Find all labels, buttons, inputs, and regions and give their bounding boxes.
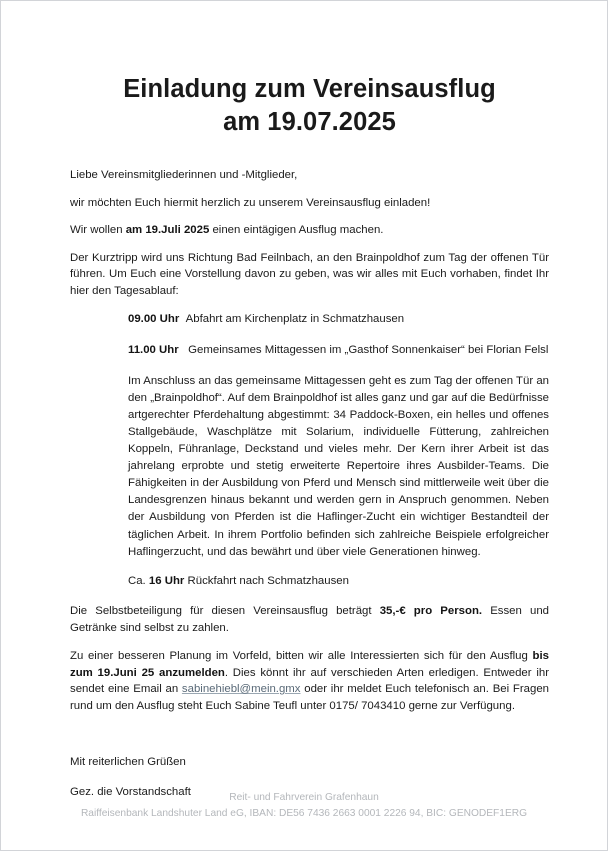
contact-email-link[interactable]: sabinehiebl@mein.gmx	[181, 683, 301, 696]
cost-amount: 35,-€ pro Person.	[379, 605, 483, 618]
cost-suffix: Essen und Getränke sind selbst zu zahlen.	[70, 605, 549, 634]
trip-date-bold: am 19.Juli 2025	[125, 224, 210, 237]
footer-club-name: Reit- und Fahrverein Grafenhaun	[229, 792, 379, 804]
cost-prefix: Die Selbstbeteiligung für diesen Vereinsausflug beträgt	[70, 605, 380, 618]
registration-paragraph	[70, 648, 549, 714]
return-trip-prefix: Ca.	[128, 574, 149, 587]
page-content	[1, 1, 607, 850]
schedule-list	[70, 311, 549, 358]
return-trip-suffix: Rückfahrt nach Schmatzhausen	[184, 574, 349, 587]
farm-description-paragraph: Im Anschluss an das gemeinsame Mittagessen geht es zum Tag der offenen Tür an den „Brainpoldhof“. Auf dem Brainpoldhof ist alles ganz und gar auf die Bedürfnisse artgerechter Pferdehaltung abgestimmt: 34 Paddock-Boxen, ein helles und offenes Stallgebäude, Waschplätze mit Solarium, individuelle Fütterung, zahlreichen Koppeln, Führanlage, Deckstand und vieles mehr. Der Kern ihrer Arbeit ist das jahrelang erprobte und stetig erweiterte Repertoire ihres Ausbilder-Teams. Die Fähigkeiten in der Ausbildung von Pferd und Mensch sind mittlerweile weit über die Landesgrenzen hinaus bekannt und werden gern in Anspruch genommen. Neben der Ausbildung von Pferden ist die Haflinger-Zucht ein wichtiger Bestandteil der täglichen Arbeit. In ihrem Portfolio befinden sich zahlreiche Beispiele erfolgreicher Haflingerzucht, und das bewährt und über viele Generationen hinweg.	[128, 374, 549, 558]
schedule-item-1	[128, 311, 549, 328]
trip-description-paragraph: Der Kurztripp wird uns Richtung Bad Feilnbach, an den Brainpoldhof zum Tag der offenen Tür führen. Um Euch eine Vorstellung davon zu geben, was wir alles mit Euch vorhaben, findet Ihr hier den Tagesablauf:	[70, 251, 549, 297]
return-trip-block	[70, 573, 549, 590]
schedule-time-1: 09.00 Uhr	[128, 313, 180, 326]
footer-bank-details: Raiffeisenbank Landshuter Land eG, IBAN: DE56 7436 2663 0001 2226 94, BIC: GENODEF1ERG	[80, 808, 528, 820]
schedule-item-2	[128, 342, 549, 359]
page-title	[70, 73, 549, 139]
registration-part-3: oder ihr meldet Euch telefonisch an. Bei Fragen rund um den Ausflug steht Euch Sabine Teufl unter 0175/ 7043410 gerne zur Verfügung.	[70, 683, 549, 712]
page-footer	[1, 790, 607, 822]
return-trip-time: 16 Uhr	[148, 574, 185, 587]
schedule-description-2: Gemeinsames Mittagessen im „Gasthof Sonnenkaiser“ bei Florian Felsl	[188, 344, 549, 356]
salutation: Liebe Vereinsmitgliederinnen und -Mitglieder,	[70, 169, 298, 182]
schedule-description-1: Abfahrt am Kirchenplatz in Schmatzhausen	[185, 313, 405, 326]
intro-paragraph: wir möchten Euch hiermit herzlich zu unserem Vereinsausflug einladen!	[70, 196, 431, 209]
registration-part-1: Zu einer besseren Planung im Vorfeld, bitten wir alle Interessierten sich für den Ausflug	[70, 650, 533, 663]
closing-greeting: Mit reiterlichen Grüßen	[70, 756, 186, 769]
cost-paragraph	[70, 603, 549, 636]
title-line-1: Einladung zum Vereinsausflug	[123, 75, 496, 103]
registration-part-2: . Dies könnt ihr auf verschieden Arten erledigen. Entweder ihr sendet eine Email an	[70, 666, 549, 696]
title-line-2: am 19.07.2025	[223, 108, 396, 137]
schedule-time-2: 11.00 Uhr	[128, 344, 179, 356]
return-trip-item	[128, 573, 549, 590]
registration-deadline: bis zum 19.Juni 25 anzumelden	[70, 650, 549, 679]
signed-by: Gez. die Vorstandschaft	[70, 785, 191, 798]
letter-body	[70, 167, 549, 800]
trip-date-line	[70, 222, 549, 239]
trip-date-suffix: einen eintägigen Ausflug machen.	[209, 224, 384, 237]
trip-date-prefix: Wir wollen	[70, 224, 126, 237]
